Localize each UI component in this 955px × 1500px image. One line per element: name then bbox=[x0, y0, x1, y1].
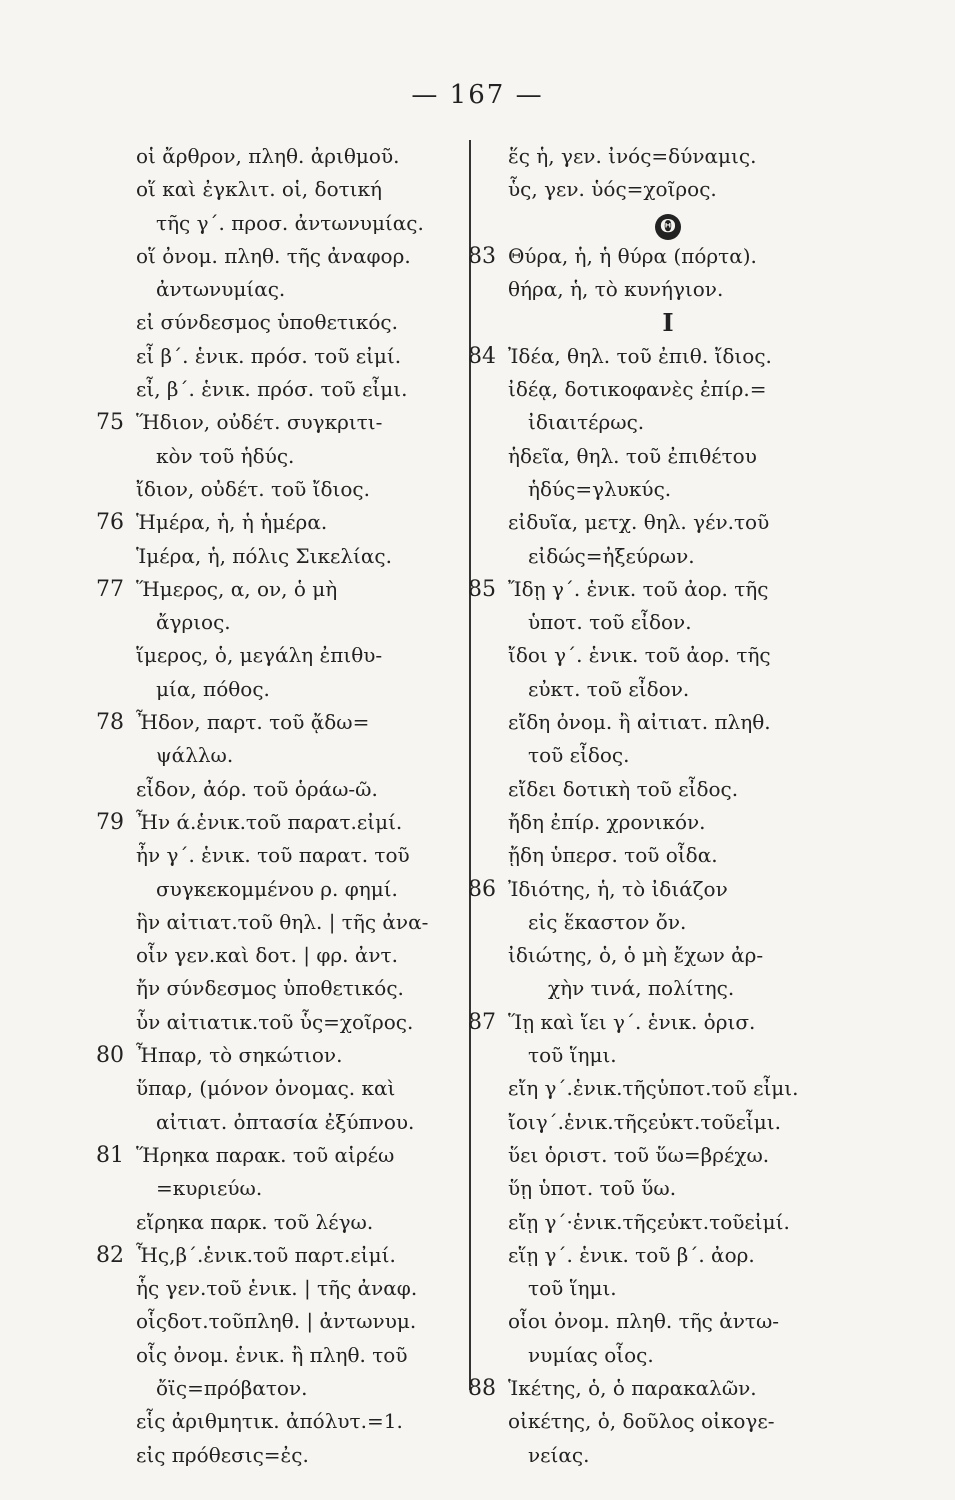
entry-text: εἰδώς=ἠξεύρων. bbox=[528, 543, 695, 568]
entry-line bbox=[468, 1106, 868, 1139]
entry-text: Ἥδιον, οὐδέτ. συγκριτι- bbox=[136, 410, 383, 435]
entry-text: χὴν τινά, πολίτης. bbox=[548, 976, 735, 1001]
entry-line bbox=[468, 373, 868, 406]
entry-line bbox=[96, 1072, 462, 1105]
entry-line bbox=[96, 1372, 462, 1405]
entry-line bbox=[468, 473, 868, 506]
entry-line bbox=[96, 1239, 462, 1272]
entry-text: εἰς πρόθεσις=ἐς. bbox=[136, 1442, 309, 1467]
entry-text: Ἧς,β΄.ἑνικ.τοῦ παρτ.εἰμί. bbox=[136, 1242, 396, 1267]
entry-text: τῆς γ΄. προσ. ἀντωνυμίας. bbox=[156, 210, 424, 235]
entry-text: νυμίας οἷος. bbox=[528, 1342, 654, 1367]
entry-text: Ἡμέρα, ἡ, ἡ ἡμέρα. bbox=[136, 510, 328, 535]
entry-text: εἶ, β΄. ἑνικ. πρόσ. τοῦ εἶμι. bbox=[136, 377, 408, 402]
entry-text: εἶ β΄. ἑνικ. πρόσ. τοῦ εἰμί. bbox=[136, 343, 402, 368]
entry-text: Ἦδον, παρτ. τοῦ ᾄδω= bbox=[136, 710, 370, 735]
entry-number: 80 bbox=[96, 1043, 124, 1069]
entry-line bbox=[468, 1405, 868, 1438]
entry-line bbox=[96, 140, 462, 173]
entry-line bbox=[96, 1106, 462, 1139]
entry-text: εἰ σύνδεσμος ὑποθετικός. bbox=[136, 310, 398, 335]
entry-line bbox=[96, 606, 462, 639]
entry-text: Θύρα, ἡ, ἡ θύρα (πόρτα). bbox=[508, 243, 757, 268]
entry-line bbox=[468, 972, 868, 1005]
entry-line bbox=[468, 240, 868, 273]
entry-number: 82 bbox=[96, 1242, 124, 1268]
entry-line bbox=[468, 340, 868, 373]
entry-line bbox=[468, 440, 868, 473]
entry-line bbox=[96, 540, 462, 573]
entry-text: ὄϊς=πρόβατον. bbox=[156, 1375, 308, 1400]
entry-line bbox=[96, 739, 462, 772]
entry-line bbox=[468, 773, 868, 806]
entry-text: οἷςδοτ.τοῦπληθ. | ἀντωνυμ. bbox=[136, 1309, 417, 1334]
entry-text: ἰδέᾳ, δοτικοφανὲς ἐπίρ.= bbox=[508, 377, 767, 402]
entry-line bbox=[468, 739, 868, 772]
entry-line bbox=[96, 573, 462, 606]
entry-line bbox=[96, 1439, 462, 1472]
entry-text: Ἥρηκα παρακ. τοῦ αἱρέω bbox=[136, 1142, 395, 1167]
entry-text: εἰς ἕκαστον ὄν. bbox=[528, 909, 687, 934]
entry-line bbox=[468, 673, 868, 706]
entry-text: οἵ καὶ ἐγκλιτ. οἱ, δοτική bbox=[136, 177, 382, 202]
entry-text: τοῦ ἵημι. bbox=[528, 1276, 617, 1301]
entry-line bbox=[468, 1372, 868, 1405]
entry-line bbox=[96, 806, 462, 839]
entry-line bbox=[96, 440, 462, 473]
entry-text: ὕπαρ, (μόνον ὀνομας. καὶ bbox=[136, 1076, 396, 1101]
entry-line bbox=[468, 1006, 868, 1039]
entry-text: Ἰδιότης, ἡ, τὸ ἰδιάζον bbox=[508, 876, 728, 901]
entry-text: εἴρηκα παρκ. τοῦ λέγω. bbox=[136, 1209, 374, 1234]
entry-line bbox=[96, 972, 462, 1005]
entry-line bbox=[96, 839, 462, 872]
entry-line bbox=[96, 1039, 462, 1072]
entry-line bbox=[96, 506, 462, 539]
entry-line bbox=[96, 906, 462, 939]
entry-number: 75 bbox=[96, 410, 124, 436]
entry-text: τοῦ εἶδος. bbox=[528, 743, 630, 768]
entry-text: κὸν τοῦ ἡδύς. bbox=[156, 443, 295, 468]
entry-line bbox=[96, 240, 462, 273]
entry-line bbox=[96, 773, 462, 806]
entry-text: ὑποτ. τοῦ εἶδον. bbox=[528, 610, 692, 635]
entry-line bbox=[468, 1139, 868, 1172]
entry-text: τοῦ ἵημι. bbox=[528, 1043, 617, 1068]
entry-text: οἷν γεν.καὶ δοτ. | φρ. ἀντ. bbox=[136, 943, 398, 968]
entry-text: ἡδεῖα, θηλ. τοῦ ἐπιθέτου bbox=[508, 443, 757, 468]
entry-text: ἤδη ἐπίρ. χρονικόν. bbox=[508, 809, 706, 834]
entry-number: 87 bbox=[468, 1009, 496, 1035]
section-letter bbox=[468, 306, 868, 339]
entry-number: 81 bbox=[96, 1142, 124, 1168]
page-number: — 167 — bbox=[411, 80, 544, 110]
left-column bbox=[96, 140, 462, 1472]
entry-text: ἴδοι γ΄. ἑνικ. τοῦ ἀορ. τῆς bbox=[508, 643, 771, 668]
entry-line bbox=[96, 873, 462, 906]
entry-line bbox=[96, 473, 462, 506]
entry-line bbox=[468, 873, 868, 906]
entry-text: =κυριεύω. bbox=[156, 1176, 263, 1201]
entry-text: ὕῃ ὑποτ. τοῦ ὕω. bbox=[508, 1176, 677, 1201]
entry-text: ἦν γ΄. ἑνικ. τοῦ παρατ. τοῦ bbox=[136, 843, 410, 868]
entry-text: ἄγριος. bbox=[156, 610, 231, 635]
entry-line bbox=[96, 939, 462, 972]
entry-line bbox=[468, 1072, 868, 1105]
entry-text: Ἰδέα, θηλ. τοῦ ἐπιθ. ἴδιος. bbox=[508, 343, 772, 368]
entry-line bbox=[96, 1405, 462, 1438]
entry-text: Ἥμερος, α, ον, ὁ μὴ bbox=[136, 576, 338, 601]
entry-text: εἵῃ γ΄. ἑνικ. τοῦ β΄. ἀορ. bbox=[508, 1242, 755, 1267]
entry-text: Ἴδῃ γ΄. ἑνικ. τοῦ ἀορ. τῆς bbox=[508, 576, 769, 601]
entry-text: εἴῃ γ΄·ἑνικ.τῆςεὐκτ.τοῦεἰμί. bbox=[508, 1209, 790, 1234]
entry-text: εἶδον, ἀόρ. τοῦ ὁράω-ῶ. bbox=[136, 776, 378, 801]
entry-line bbox=[468, 806, 868, 839]
entry-text: εἴδη ὀνομ. ἢ αἰτιατ. πληθ. bbox=[508, 710, 771, 735]
entry-text: ἰδιαιτέρως. bbox=[528, 410, 645, 435]
entry-text: οἵ ὀνομ. πληθ. τῆς ἀναφορ. bbox=[136, 243, 411, 268]
entry-text: ἰδιώτης, ὁ, ὁ μὴ ἔχων ἀρ- bbox=[508, 943, 764, 968]
entry-line bbox=[468, 1339, 868, 1372]
entry-line bbox=[96, 1006, 462, 1039]
entry-line bbox=[96, 207, 462, 240]
entry-line bbox=[96, 706, 462, 739]
entry-text: ἴοιγ΄.ἑνικ.τῆςεὐκτ.τοῦεἶμι. bbox=[508, 1109, 781, 1134]
entry-line bbox=[468, 1039, 868, 1072]
entry-line bbox=[468, 1239, 868, 1272]
entry-line bbox=[96, 673, 462, 706]
entry-text: εἰδυῖα, μετχ. θηλ. γέν.τοῦ bbox=[508, 510, 770, 535]
entry-text: Ἵῃ καὶ ἵει γ΄. ἑνικ. ὁρισ. bbox=[508, 1009, 756, 1034]
entry-text: εἴη γ΄.ἑνικ.τῆςὑποτ.τοῦ εἶμι. bbox=[508, 1076, 799, 1101]
entry-line bbox=[96, 306, 462, 339]
entry-line bbox=[468, 406, 868, 439]
entry-text: ὕει ὁριστ. τοῦ ὕω=βρέχω. bbox=[508, 1142, 770, 1167]
entry-line bbox=[468, 606, 868, 639]
entry-line bbox=[468, 1272, 868, 1305]
entry-number: 88 bbox=[468, 1375, 496, 1401]
entry-line bbox=[468, 1439, 868, 1472]
entry-text: συγκεκομμένου ρ. φημί. bbox=[156, 876, 398, 901]
entry-text: εὐκτ. τοῦ εἶδον. bbox=[528, 676, 690, 701]
entry-text: οἱ ἄρθρον, πληθ. ἀριθμοῦ. bbox=[136, 144, 400, 168]
entry-line bbox=[468, 140, 868, 173]
entry-text: οἷοι ὀνομ. πληθ. τῆς ἀντω- bbox=[508, 1309, 780, 1334]
entry-number: 78 bbox=[96, 710, 124, 736]
entry-line bbox=[468, 573, 868, 606]
entry-line bbox=[468, 540, 868, 573]
entry-text: ᾔδη ὑπερσ. τοῦ οἶδα. bbox=[508, 843, 718, 868]
entry-line bbox=[468, 839, 868, 872]
section-letter-text: Θ bbox=[655, 214, 681, 240]
entry-text: ἣν αἰτιατ.τοῦ θηλ. | τῆς ἀνα- bbox=[136, 909, 429, 934]
entry-text: Ἦν ά.ἑνικ.τοῦ παρατ.εἰμί. bbox=[136, 809, 403, 834]
entry-text: ἧς γεν.τοῦ ἑνικ. | τῆς ἀναφ. bbox=[136, 1276, 418, 1301]
entry-text: αἰτιατ. ὀπτασία ἐξύπνου. bbox=[156, 1109, 415, 1134]
entry-line bbox=[96, 1305, 462, 1338]
entry-line bbox=[468, 706, 868, 739]
entry-number: 77 bbox=[96, 576, 124, 602]
entry-line bbox=[468, 273, 868, 306]
entry-number: 79 bbox=[96, 809, 124, 835]
entry-text: Ἦπαρ, τὸ σηκώτιον. bbox=[136, 1043, 343, 1068]
section-letter-text: I bbox=[662, 308, 674, 338]
entry-text: ἤν σύνδεσμος ὑποθετικός. bbox=[136, 976, 404, 1001]
entry-number: 86 bbox=[468, 876, 496, 902]
entry-text: ἵμερος, ὁ, μεγάλη ἐπιθυ- bbox=[136, 643, 383, 668]
entry-text: θήρα, ἡ, τὸ κυνήγιον. bbox=[508, 277, 724, 302]
entry-text: ὗς, γεν. ὑός=χοῖρος. bbox=[508, 177, 717, 202]
entry-line bbox=[96, 1206, 462, 1239]
entry-line bbox=[468, 639, 868, 672]
entry-line bbox=[468, 1172, 868, 1205]
entry-line bbox=[96, 406, 462, 439]
entry-text: ἡδύς=γλυκύς. bbox=[528, 476, 672, 501]
entry-text: Ἱμέρα, ἡ, πόλις Σικελίας. bbox=[136, 543, 392, 568]
entry-text: νείας. bbox=[528, 1442, 590, 1467]
entry-number: 84 bbox=[468, 343, 496, 369]
entry-text: εἷς ἀριθμητικ. ἀπόλυτ.=1. bbox=[136, 1409, 403, 1434]
entry-line bbox=[96, 1172, 462, 1205]
entry-text: ὗν αἰτιατικ.τοῦ ὗς=χοῖρος. bbox=[136, 1009, 414, 1034]
entry-number: 83 bbox=[468, 243, 496, 269]
entry-line bbox=[468, 506, 868, 539]
entry-line bbox=[468, 939, 868, 972]
entry-text: οἷς ὀνομ. ἑνικ. ἢ πληθ. τοῦ bbox=[136, 1342, 408, 1367]
entry-line bbox=[96, 273, 462, 306]
entry-text: μία, πόθος. bbox=[156, 676, 270, 701]
entry-number: 76 bbox=[96, 510, 124, 536]
entry-line bbox=[96, 373, 462, 406]
entry-line bbox=[468, 173, 868, 206]
right-column bbox=[468, 140, 868, 1472]
entry-line bbox=[96, 1272, 462, 1305]
entry-line bbox=[96, 173, 462, 206]
entry-line bbox=[468, 1206, 868, 1239]
entry-text: οἰκέτης, ὁ, δοῦλος οἰκογε- bbox=[508, 1409, 775, 1434]
entry-line bbox=[96, 1139, 462, 1172]
entry-text: ἴδιον, οὐδέτ. τοῦ ἴδιος. bbox=[136, 476, 370, 501]
entry-text: ἀντωνυμίας. bbox=[156, 277, 286, 302]
entry-text: ἕς ἡ, γεν. ἰνός=δύναμις. bbox=[508, 144, 757, 168]
section-letter bbox=[468, 207, 868, 240]
entry-text: Ἱκέτης, ὁ, ὁ παρακαλῶν. bbox=[508, 1375, 757, 1400]
entry-line bbox=[96, 1339, 462, 1372]
entry-line bbox=[96, 340, 462, 373]
entry-line bbox=[468, 1305, 868, 1338]
entry-text: ψάλλω. bbox=[156, 743, 234, 768]
entry-text: εἴδει δοτικὴ τοῦ εἶδος. bbox=[508, 776, 739, 801]
entry-line bbox=[468, 906, 868, 939]
entry-line bbox=[96, 639, 462, 672]
entry-number: 85 bbox=[468, 576, 496, 602]
